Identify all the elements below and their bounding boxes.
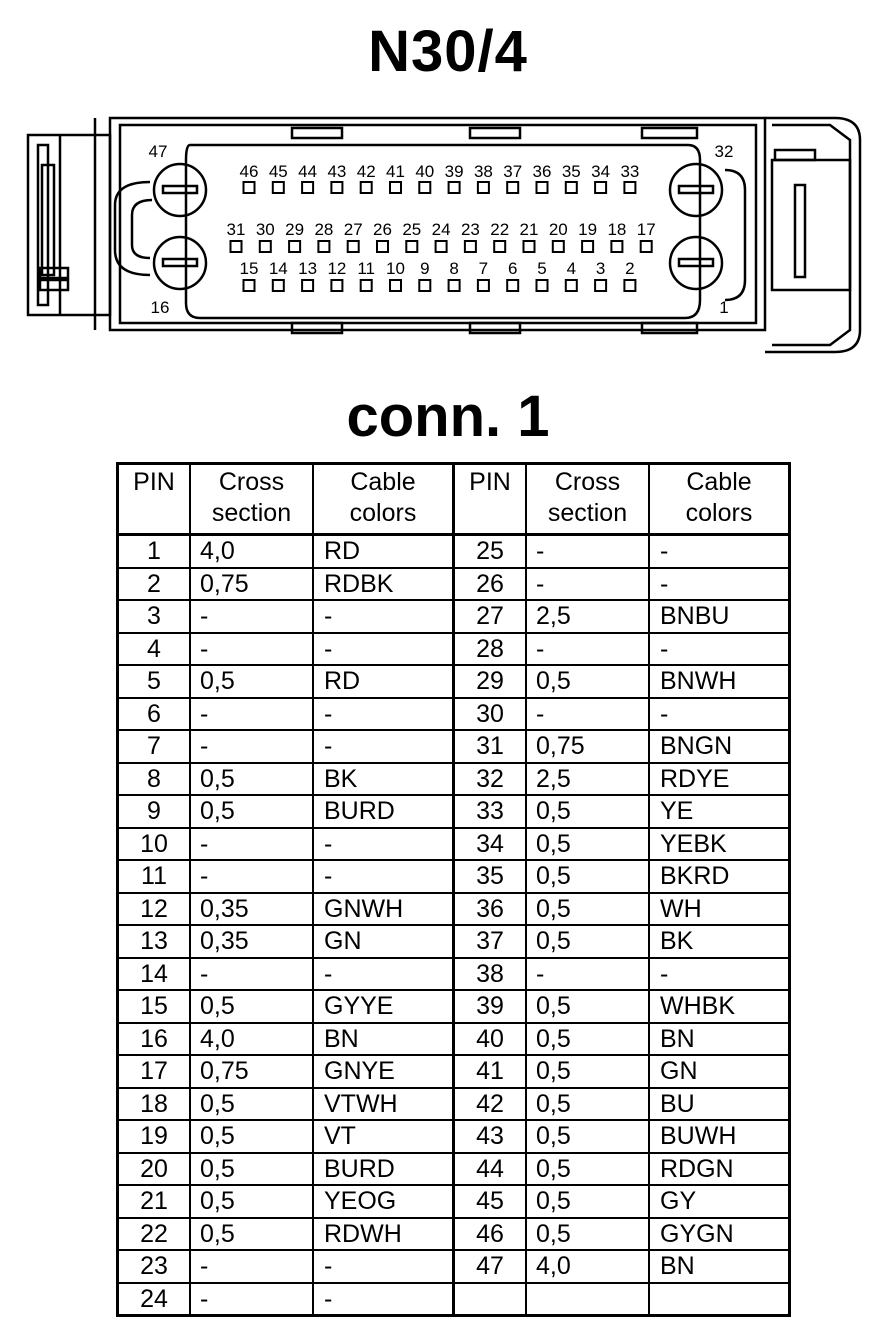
pin-socket: [449, 280, 460, 291]
pin-label: 37: [503, 162, 523, 181]
table-row: [118, 1023, 790, 1056]
pin-label: 25: [402, 220, 422, 239]
page-title: N30/4: [368, 19, 528, 84]
cable-color-cell: BN: [313, 1023, 454, 1056]
cable-color-cell: VT: [313, 1120, 454, 1153]
cable-color-cell: -: [649, 568, 790, 601]
pin-label: 15: [239, 259, 259, 278]
table-row: [118, 535, 790, 568]
pin-label: 11: [357, 259, 376, 278]
cross-section-cell: 0,5: [526, 795, 649, 828]
pin-label: 43: [327, 162, 347, 181]
table-row: [118, 795, 790, 828]
pin-socket: [302, 280, 313, 291]
pin-socket: [231, 241, 242, 252]
pin-cell: 38: [454, 958, 527, 991]
cross-section-cell: 4,0: [190, 1023, 313, 1056]
pin-label: 20: [548, 220, 568, 239]
pin-cell: 47: [454, 1250, 527, 1283]
pin-cell: 45: [454, 1185, 527, 1218]
table-row: [118, 990, 790, 1023]
pin-socket: [507, 182, 518, 193]
pin-cell: 43: [454, 1120, 527, 1153]
pin-cell: 27: [454, 600, 527, 633]
cross-section-cell: 0,5: [190, 1153, 313, 1186]
cable-color-cell: BK: [313, 763, 454, 796]
pin-label: 40: [415, 162, 435, 181]
cable-color-cell: BURD: [313, 795, 454, 828]
cable-color-cell: GN: [313, 925, 454, 958]
pin-label: 42: [356, 162, 376, 181]
pin-socket: [273, 182, 284, 193]
cable-color-cell: -: [649, 698, 790, 731]
cross-section-cell: 0,35: [190, 893, 313, 926]
cross-section-cell: 0,5: [526, 1153, 649, 1186]
cross-section-cell: -: [190, 1283, 313, 1316]
table-row: [118, 1250, 790, 1283]
table-row: [118, 860, 790, 893]
cable-color-cell: -: [313, 860, 454, 893]
pin-socket: [302, 182, 313, 193]
cross-section-cell: 2,5: [526, 600, 649, 633]
cross-section-cell: -: [190, 1250, 313, 1283]
pin-socket: [289, 241, 300, 252]
cable-color-cell: -: [649, 535, 790, 568]
pin-cell: 39: [454, 990, 527, 1023]
cross-section-cell: -: [190, 828, 313, 861]
pin-label: 34: [591, 162, 611, 181]
pin-cell: 42: [454, 1088, 527, 1121]
cross-section-cell: -: [190, 600, 313, 633]
pin-label: 5: [537, 259, 547, 278]
cross-section-cell: -: [190, 958, 313, 991]
cross-section-cell: 0,5: [526, 1120, 649, 1153]
cross-section-cell: [526, 1283, 649, 1316]
cable-color-cell: -: [313, 1250, 454, 1283]
pin-cell: 17: [118, 1055, 191, 1088]
pin-socket: [524, 241, 535, 252]
cable-color-cell: BN: [649, 1250, 790, 1283]
cable-color-cell: BUWH: [649, 1120, 790, 1153]
table-row: [118, 1185, 790, 1218]
cable-color-cell: -: [649, 633, 790, 666]
pin-socket: [507, 280, 518, 291]
pin-label: 46: [239, 162, 259, 181]
pin-socket: [331, 280, 342, 291]
pin-label: 27: [343, 220, 363, 239]
cable-color-cell: GYYE: [313, 990, 454, 1023]
pin-socket: [478, 182, 489, 193]
pin-socket: [641, 241, 652, 252]
pin-socket: [553, 241, 564, 252]
pin-label: 18: [607, 220, 627, 239]
header-cable-colors-a: Cable colors: [313, 464, 454, 535]
pin-socket: [624, 280, 635, 291]
cable-color-cell: WH: [649, 893, 790, 926]
pin-cell: 46: [454, 1218, 527, 1251]
cross-section-cell: -: [190, 730, 313, 763]
pin-cell: 37: [454, 925, 527, 958]
pin-cell: 21: [118, 1185, 191, 1218]
pin-label: 39: [444, 162, 464, 181]
pin-label: 35: [561, 162, 581, 181]
cable-color-cell: -: [313, 1283, 454, 1316]
pin-label: 33: [620, 162, 640, 181]
pin-socket: [595, 280, 606, 291]
connector-subtitle: conn. 1: [346, 384, 550, 449]
cross-section-cell: 0,75: [190, 568, 313, 601]
cross-section-cell: 0,5: [526, 860, 649, 893]
pin-cell: 36: [454, 893, 527, 926]
pin-cell: 40: [454, 1023, 527, 1056]
pin-label: 12: [327, 259, 347, 278]
pin-cell: 13: [118, 925, 191, 958]
table-row: [118, 763, 790, 796]
pin-cell: 1: [118, 535, 191, 568]
table-row: [118, 925, 790, 958]
pin-socket: [419, 280, 430, 291]
connector-diagram: [0, 100, 896, 360]
pin-label: 19: [578, 220, 598, 239]
pin-cell: 16: [118, 1023, 191, 1056]
cable-color-cell: BU: [649, 1088, 790, 1121]
table-row: [118, 665, 790, 698]
pin-label: 8: [449, 259, 459, 278]
header-cable-colors-b: Cable colors: [649, 464, 790, 535]
pin-cell: 35: [454, 860, 527, 893]
pin-socket: [361, 182, 372, 193]
cable-color-cell: RDWH: [313, 1218, 454, 1251]
table-row: [118, 828, 790, 861]
cable-color-cell: GYGN: [649, 1218, 790, 1251]
pin-label: 2: [625, 259, 635, 278]
pin-label: 6: [507, 259, 518, 278]
pin-cell: 14: [118, 958, 191, 991]
table-row: [118, 958, 790, 991]
pin-label: 23: [460, 220, 480, 239]
cable-color-cell: BNBU: [649, 600, 790, 633]
corner-label-16: 16: [150, 298, 170, 317]
pin-socket: [595, 182, 606, 193]
pin-label: 31: [226, 220, 246, 239]
pin-socket: [478, 280, 489, 291]
pin-cell: 22: [118, 1218, 191, 1251]
pin-socket: [318, 241, 329, 252]
pin-cell: 26: [454, 568, 527, 601]
table-row: [118, 1283, 790, 1316]
header-cross-section-b: Cross section: [526, 464, 649, 535]
pin-label: 22: [490, 220, 510, 239]
pin-label: 10: [386, 259, 405, 278]
pin-cell: 9: [118, 795, 191, 828]
pin-label: 45: [268, 162, 288, 181]
pin-cell: 32: [454, 763, 527, 796]
pin-cell: 15: [118, 990, 191, 1023]
cable-color-cell: VTWH: [313, 1088, 454, 1121]
header-pin-a: PIN: [118, 464, 191, 535]
pin-table: [116, 462, 791, 1317]
cross-section-cell: 0,5: [190, 1088, 313, 1121]
pin-socket: [377, 241, 388, 252]
cross-section-cell: -: [190, 860, 313, 893]
pin-socket: [361, 280, 372, 291]
pin-socket: [419, 182, 430, 193]
pin-label: 30: [255, 220, 275, 239]
cable-color-cell: -: [313, 730, 454, 763]
cable-color-cell: -: [313, 698, 454, 731]
table-row: [118, 698, 790, 731]
pin-label: 36: [532, 162, 552, 181]
pin-socket: [406, 241, 417, 252]
cross-section-cell: 0,5: [526, 1023, 649, 1056]
cross-section-cell: -: [526, 958, 649, 991]
cable-color-cell: YEOG: [313, 1185, 454, 1218]
pin-cell: 20: [118, 1153, 191, 1186]
table-row: [118, 600, 790, 633]
cross-section-cell: 0,5: [190, 1185, 313, 1218]
pin-cell: 4: [118, 633, 191, 666]
cross-section-cell: -: [526, 633, 649, 666]
pin-label: 28: [314, 220, 334, 239]
pin-socket: [348, 241, 359, 252]
cable-color-cell: RD: [313, 535, 454, 568]
cross-section-cell: 2,5: [526, 763, 649, 796]
pin-socket: [465, 241, 476, 252]
pin-cell: 24: [118, 1283, 191, 1316]
cable-color-cell: -: [313, 958, 454, 991]
cross-section-cell: 0,5: [190, 665, 313, 698]
table-row: [118, 730, 790, 763]
cable-color-cell: -: [649, 958, 790, 991]
pin-cell: 33: [454, 795, 527, 828]
cable-color-cell: BN: [649, 1023, 790, 1056]
cable-color-cell: -: [313, 633, 454, 666]
cross-section-cell: 0,5: [526, 828, 649, 861]
pin-socket: [260, 241, 271, 252]
cable-color-cell: RDYE: [649, 763, 790, 796]
cross-section-cell: -: [526, 568, 649, 601]
pin-socket: [582, 241, 593, 252]
cable-color-cell: GY: [649, 1185, 790, 1218]
cable-color-cell: BKRD: [649, 860, 790, 893]
table-row: [118, 1120, 790, 1153]
pin-socket: [331, 182, 342, 193]
pin-socket: [449, 182, 460, 193]
pin-socket: [566, 182, 577, 193]
pin-socket: [566, 280, 577, 291]
cable-color-cell: [649, 1283, 790, 1316]
cross-section-cell: -: [526, 535, 649, 568]
cross-section-cell: 0,5: [190, 990, 313, 1023]
cable-color-cell: GNYE: [313, 1055, 454, 1088]
cable-color-cell: BK: [649, 925, 790, 958]
pin-label: 3: [595, 259, 606, 278]
pin-socket: [390, 280, 401, 291]
cross-section-cell: 0,5: [526, 925, 649, 958]
table-row: [118, 633, 790, 666]
pin-cell: 6: [118, 698, 191, 731]
pin-cell: 31: [454, 730, 527, 763]
table-row: [118, 568, 790, 601]
pin-cell: 8: [118, 763, 191, 796]
cross-section-cell: 0,5: [526, 1185, 649, 1218]
cable-color-cell: -: [313, 828, 454, 861]
cable-color-cell: RD: [313, 665, 454, 698]
pin-cell: 3: [118, 600, 191, 633]
pin-label: 14: [268, 259, 288, 278]
cable-color-cell: -: [313, 600, 454, 633]
cross-section-cell: 0,5: [190, 763, 313, 796]
pin-label: 17: [636, 220, 656, 239]
pin-socket: [624, 182, 635, 193]
pin-cell: 11: [118, 860, 191, 893]
pin-label: 4: [566, 259, 577, 278]
pin-cell: 12: [118, 893, 191, 926]
cross-section-cell: 4,0: [190, 535, 313, 568]
pin-label: 29: [285, 220, 305, 239]
cable-color-cell: YEBK: [649, 828, 790, 861]
table-row: [118, 1088, 790, 1121]
cross-section-cell: 0,5: [190, 1218, 313, 1251]
header-pin-b: PIN: [454, 464, 527, 535]
pin-socket: [436, 241, 447, 252]
pin-cell: 23: [118, 1250, 191, 1283]
table-row: [118, 893, 790, 926]
pin-cell: 7: [118, 730, 191, 763]
pin-cell: 44: [454, 1153, 527, 1186]
cable-color-cell: BURD: [313, 1153, 454, 1186]
pin-cell: 28: [454, 633, 527, 666]
cross-section-cell: 4,0: [526, 1250, 649, 1283]
pin-socket: [537, 182, 548, 193]
pin-cell: 19: [118, 1120, 191, 1153]
cable-color-cell: WHBK: [649, 990, 790, 1023]
pin-label: 24: [431, 220, 451, 239]
corner-label-47: 47: [148, 142, 168, 161]
cable-color-cell: RDGN: [649, 1153, 790, 1186]
cross-section-cell: -: [190, 633, 313, 666]
pin-cell: 18: [118, 1088, 191, 1121]
pin-label: 13: [298, 259, 318, 278]
cross-section-cell: 0,5: [526, 1055, 649, 1088]
pin-cell: 41: [454, 1055, 527, 1088]
cross-section-cell: 0,5: [526, 990, 649, 1023]
pin-cell: 2: [118, 568, 191, 601]
pin-label: 44: [298, 162, 318, 181]
cable-color-cell: YE: [649, 795, 790, 828]
table-row: [118, 1218, 790, 1251]
cable-color-cell: GNWH: [313, 893, 454, 926]
pin-socket: [494, 241, 505, 252]
pin-cell: 10: [118, 828, 191, 861]
cross-section-cell: 0,75: [190, 1055, 313, 1088]
cable-color-cell: GN: [649, 1055, 790, 1088]
cross-section-cell: 0,5: [526, 1088, 649, 1121]
cross-section-cell: 0,5: [526, 893, 649, 926]
corner-label-32: 32: [714, 142, 734, 161]
pin-label: 26: [373, 220, 392, 239]
pin-socket: [244, 280, 255, 291]
table-header-row: [118, 464, 790, 535]
pin-cell: 29: [454, 665, 527, 698]
pin-cell: [454, 1283, 527, 1316]
cable-color-cell: RDBK: [313, 568, 454, 601]
table-row: [118, 1153, 790, 1186]
cable-color-cell: BNWH: [649, 665, 790, 698]
pin-label: 38: [473, 162, 493, 181]
pin-socket: [244, 182, 255, 193]
cross-section-cell: 0,5: [526, 1218, 649, 1251]
pin-socket: [537, 280, 548, 291]
cable-color-cell: BNGN: [649, 730, 790, 763]
cross-section-cell: 0,5: [190, 1120, 313, 1153]
cross-section-cell: 0,35: [190, 925, 313, 958]
pin-cell: 34: [454, 828, 527, 861]
pin-cell: 30: [454, 698, 527, 731]
cross-section-cell: -: [190, 698, 313, 731]
pin-label: 9: [420, 259, 430, 278]
cross-section-cell: 0,5: [526, 665, 649, 698]
cross-section-cell: 0,5: [190, 795, 313, 828]
pin-cell: 5: [118, 665, 191, 698]
pin-socket: [611, 241, 622, 252]
table-row: [118, 1055, 790, 1088]
cross-section-cell: -: [526, 698, 649, 731]
pin-label: 21: [519, 220, 539, 239]
corner-label-1: 1: [719, 298, 729, 317]
right-latch: [765, 118, 860, 352]
pin-cell: 25: [454, 535, 527, 568]
pin-socket: [390, 182, 401, 193]
pin-socket: [273, 280, 284, 291]
pin-label: 7: [478, 259, 489, 278]
header-cross-section-a: Cross section: [190, 464, 313, 535]
pin-label: 41: [386, 162, 405, 181]
cross-section-cell: 0,75: [526, 730, 649, 763]
